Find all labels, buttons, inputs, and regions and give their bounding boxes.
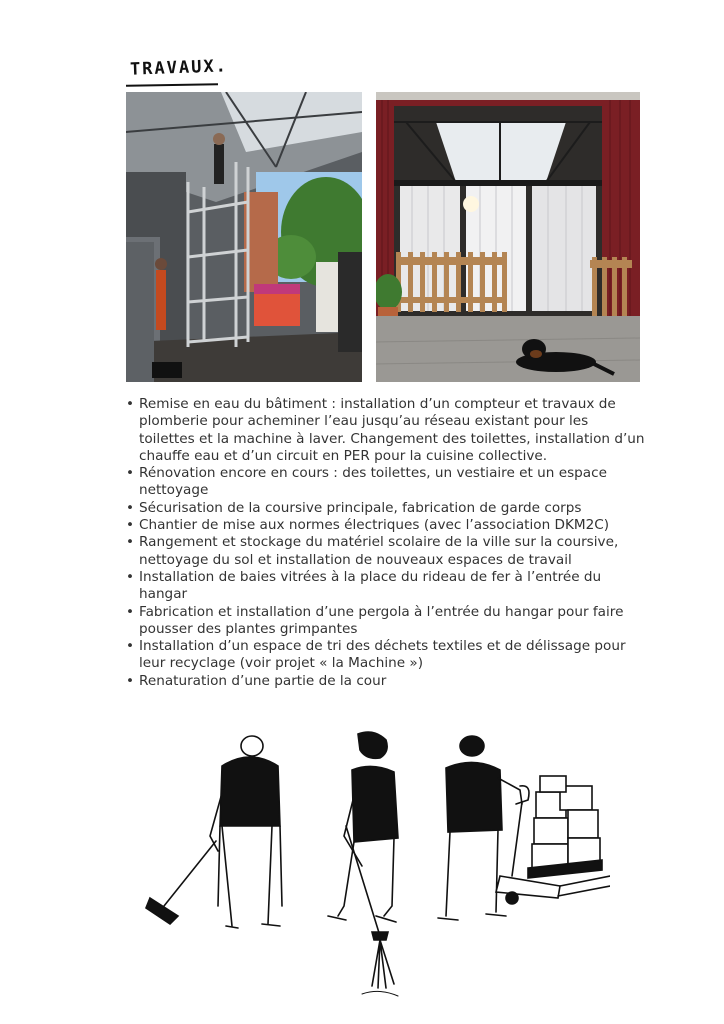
page-heading: TRAVAUX. [129, 56, 229, 80]
works-list [126, 396, 646, 690]
photo-hangar-entrance [376, 92, 640, 382]
photo-scaffolding [126, 92, 362, 382]
list-item: • Installation de baies vitrées à la place du rideau de fer à l’entrée du hangar [126, 569, 646, 604]
heading-underline [126, 83, 218, 87]
list-item: • Chantier de mise aux normes électriques (avec l’association DKM2C) [126, 517, 646, 534]
list-item: • Installation d’un espace de tri des déchets textiles et de délissage pour leur recyclage (voir projet « la Machine ») [126, 638, 646, 673]
figure-pallet-mover [438, 736, 610, 920]
figure-sweeper [146, 736, 282, 928]
list-item: • Remise en eau du bâtiment : installation d’un compteur et travaux de plomberie pour acheminer l’eau jusqu’au réseau existant pour les toilettes et la machine à laver. Changement des toilettes, installation d’un chauffe eau et d’un circuit en PER pour la cuisine collective. [126, 396, 646, 465]
worker-illustrations [140, 726, 610, 1016]
figure-raker [328, 732, 398, 996]
list-item: • Renaturation d’une partie de la cour [126, 673, 646, 690]
list-item: • Rénovation encore en cours : des toilettes, un vestiaire et un espace nettoyage [126, 465, 646, 500]
list-item: • Fabrication et installation d’une pergola à l’entrée du hangar pour faire pousser des plantes grimpantes [126, 604, 646, 639]
list-item: • Sécurisation de la coursive principale, fabrication de garde corps [126, 500, 646, 517]
list-item: • Rangement et stockage du matériel scolaire de la ville sur la coursive, nettoyage du sol et installation de nouveaux espaces de travail [126, 534, 646, 569]
